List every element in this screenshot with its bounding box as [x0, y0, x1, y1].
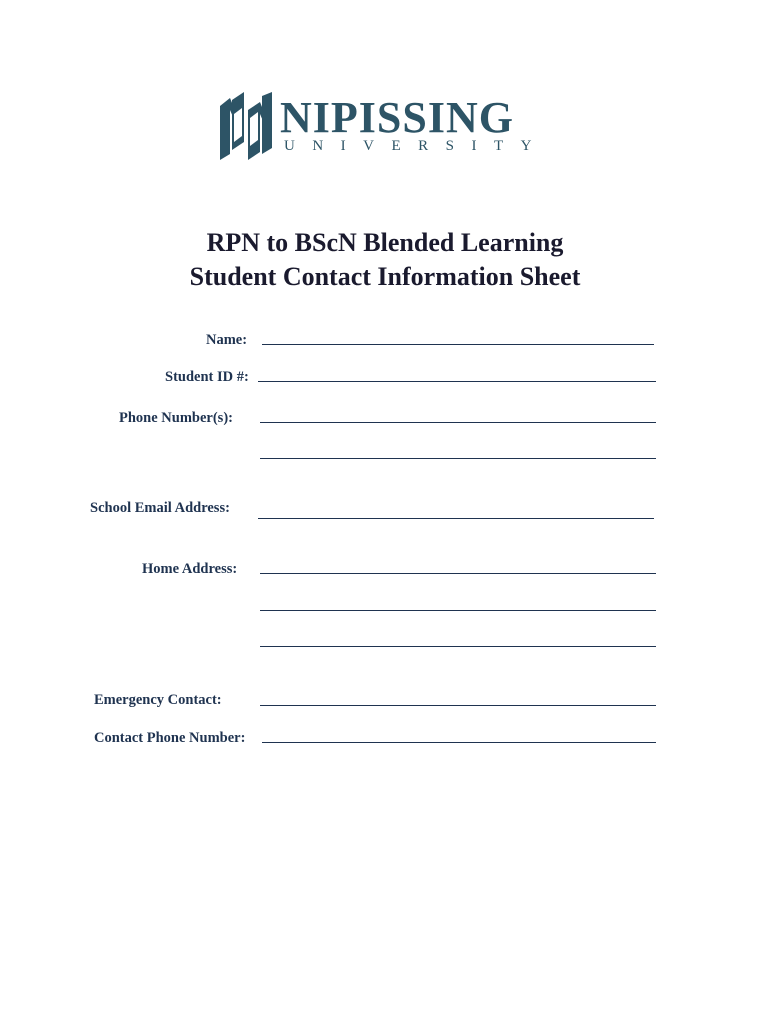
- document-title-line-2: Student Contact Information Sheet: [189, 262, 581, 291]
- logo-wordmark: NIPISSING: [280, 93, 514, 142]
- name-field[interactable]: [262, 344, 654, 345]
- student-id-field[interactable]: [258, 381, 656, 382]
- phone-label: Phone Number(s):: [119, 410, 233, 426]
- contact-phone-field[interactable]: [262, 742, 656, 743]
- home-address-field-2[interactable]: [260, 610, 656, 611]
- email-field[interactable]: [258, 518, 654, 519]
- emergency-contact-field[interactable]: [260, 705, 656, 706]
- logo-subtitle: UNIVERSITY: [284, 138, 549, 154]
- emergency-contact-label: Emergency Contact:: [94, 692, 222, 708]
- phone-field-2[interactable]: [260, 458, 656, 459]
- nipissing-logo-mark-icon: [218, 92, 274, 160]
- student-id-label: Student ID #:: [165, 369, 249, 385]
- contact-phone-label: Contact Phone Number:: [94, 730, 246, 746]
- email-label: School Email Address:: [90, 500, 230, 516]
- home-address-field-3[interactable]: [260, 646, 656, 647]
- phone-field-1[interactable]: [260, 422, 656, 423]
- document-title-line-1: RPN to BScN Blended Learning: [206, 228, 564, 257]
- university-logo: [218, 92, 558, 164]
- name-label: Name:: [206, 332, 248, 348]
- home-address-field-1[interactable]: [260, 573, 656, 574]
- home-address-label: Home Address:: [142, 561, 238, 577]
